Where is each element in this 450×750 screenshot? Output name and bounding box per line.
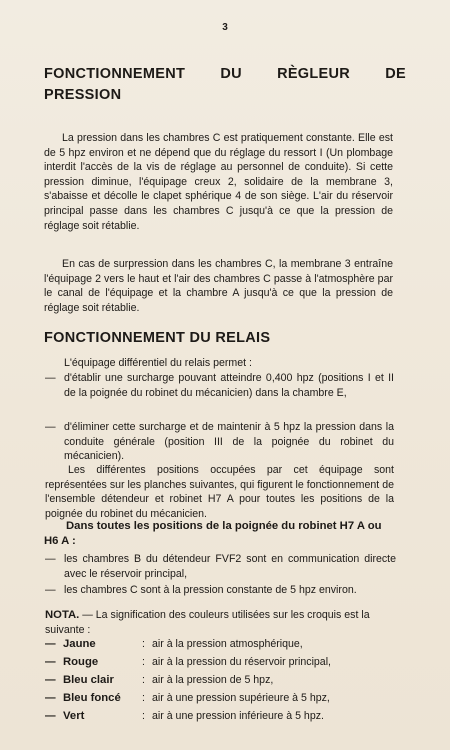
color-description: air à une pression inférieure à 5 hpz.	[152, 710, 324, 722]
section1-title-word: DE	[385, 66, 406, 82]
list-dash: —	[45, 710, 56, 722]
section1-paragraph: En cas de surpression dans les chambres C, la membrane 3 entraîne l'équipage 2 vers le haut et l'air des chambres C passe à l'atmosphère par le canal de l'équipage et la chambre A jusqu'à ce que la pression de réglage soit rétablie.	[44, 258, 393, 314]
list-item-text: d'éliminer cette surcharge et de maintenir à 5 hpz la pression dans la conduite générale (position III de la poignée du robinet du mécanicien).	[64, 421, 394, 463]
list-item-text: les chambres C sont à la pression constante de 5 hpz environ.	[64, 584, 357, 596]
list-dash: —	[45, 692, 56, 704]
colon: :	[142, 656, 145, 668]
section1-title-line1	[44, 66, 406, 82]
colon: :	[142, 692, 145, 704]
colon: :	[142, 638, 145, 650]
section1-title-word: FONCTIONNEMENT	[44, 66, 186, 82]
color-name: Bleu clair	[63, 674, 114, 686]
list-dash: —	[45, 584, 56, 596]
color-legend-row	[45, 674, 405, 690]
list-dash: —	[45, 674, 56, 686]
color-description: air à la pression du réservoir principal,	[152, 656, 331, 668]
color-name: Jaune	[63, 638, 96, 650]
nota-label: NOTA.	[45, 609, 80, 621]
section1-title-line2: PRESSION	[44, 87, 122, 103]
page-number: 3	[222, 22, 228, 33]
list-item-text: d'établir une surcharge pouvant atteindre 0,400 hpz (positions I et II de la poignée du robinet du mécanicien) dans la chambre E,	[64, 372, 394, 399]
list-dash: —	[45, 421, 56, 433]
colon: :	[142, 674, 145, 686]
colon: :	[142, 710, 145, 722]
section2-bold-paragraph: Dans toutes les positions de la poignée du robinet H7 A ou H6 A :	[44, 520, 382, 547]
color-description: air à la pression de 5 hpz,	[152, 674, 274, 686]
section2-title: FONCTIONNEMENT DU RELAIS	[44, 330, 271, 346]
color-name: Vert	[63, 710, 85, 722]
color-legend-row	[45, 692, 405, 708]
section1-title-word: RÈGLEUR	[277, 66, 351, 82]
section1-paragraph: La pression dans les chambres C est pratiquement constante. Elle est de 5 hpz environ et ne dépend que du réglage du ressort I (Un plombage interdit l'accès de la vis de réglage au personnel de conduite). Si cette pression diminue, l'équipage creux 2, solidaire de la membrane 3, s'abaisse et décolle le clapet sphérique 4 de son siège. L'air du réservoir principal passe dans les chambres C jusqu'à ce que la pression de réglage soit rétablie.	[44, 132, 393, 232]
color-legend-row	[45, 656, 405, 672]
section2-intro: L'équipage différentiel du relais permet :	[64, 357, 252, 369]
section2-paragraph: Les différentes positions occupées par cet équipage sont représentées sur les planches suivantes, qui figurent le fonctionnement de l'ensemble détendeur et robinet H7 A pour toutes les positions de la poignée du robinet du mécanicien.	[45, 464, 394, 520]
color-name: Bleu foncé	[63, 692, 121, 704]
list-dash: —	[45, 656, 56, 668]
list-dash: —	[45, 638, 56, 650]
color-legend-row	[45, 710, 405, 726]
list-dash: —	[45, 372, 56, 384]
color-legend-row	[45, 638, 405, 654]
nota-paragraph	[45, 608, 397, 637]
section1-title-word: DU	[220, 66, 242, 82]
list-dash: —	[45, 553, 56, 565]
color-name: Rouge	[63, 656, 99, 668]
list-item-text: les chambres B du détendeur FVF2 sont en communication directe avec le réservoir principal,	[64, 553, 396, 580]
nota-text: — La signification des couleurs utilisées sur les croquis est la suivante :	[45, 609, 370, 636]
color-description: air à la pression atmosphérique,	[152, 638, 303, 650]
color-description: air à une pression supérieure à 5 hpz,	[152, 692, 330, 704]
